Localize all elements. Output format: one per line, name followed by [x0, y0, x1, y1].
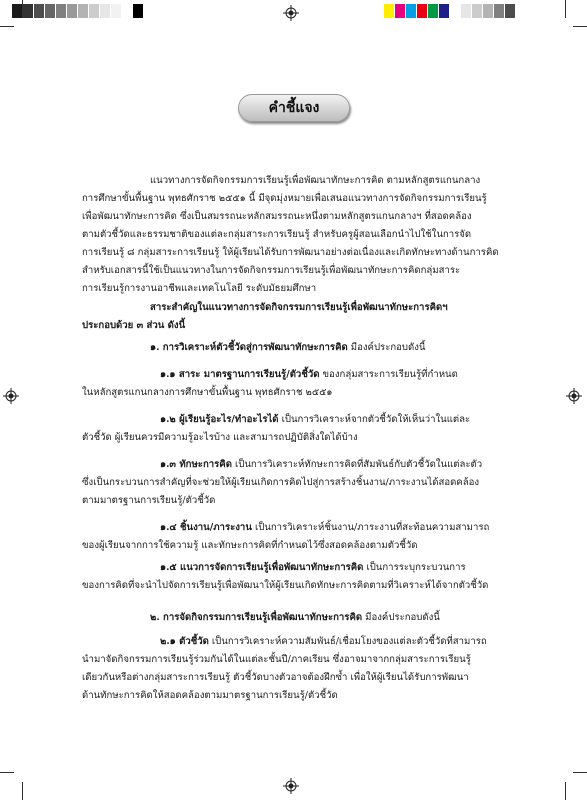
registration-mark-icon — [566, 388, 582, 404]
item-1-1: ๑.๑ สาระ มาตรฐานการเรียนรู้/ตัวชี้วัด ของกลุ่มสาระการเรียนรู้ที่กำหนด — [160, 369, 458, 380]
item-2-1-cont: นำมาจัดกิจกรรมการเรียนรู้ร่วมกันได้ในแต่ละชั้นปี/ภาคเรียน ซึ่งอาจมาจากกลุ่มสาระการเรียนรู้ — [82, 654, 471, 665]
item-1-4: ๑.๔ ชิ้นงาน/ภาระงาน เป็นการวิเคราะห์ชิ้นงาน/ภาระงานที่สะท้อนความสามารถ — [160, 522, 490, 533]
page-title: คำชี้แจง — [238, 94, 350, 122]
item-1-2: ๑.๒ ผู้เรียนรู้อะไร/ทำอะไรได้ เป็นการวิเคราะห์จากตัวชี้วัดให้เห็นว่าในแต่ละ — [160, 414, 471, 425]
registration-mark-icon — [283, 5, 299, 21]
crop-mark — [22, 782, 23, 800]
color-swatch — [111, 4, 122, 18]
color-swatch — [45, 4, 56, 18]
color-swatch — [461, 4, 472, 18]
intro-line: ตามตัวชี้วัดและธรรมชาติของแต่ละกลุ่มสาระการเรียนรู้ สำหรับครูผู้สอนเลือกนำไปใช้ในการจัด — [82, 229, 472, 240]
item-2-1-cont: ด้านทักษะการคิดให้สอดคล้องตามมาตรฐานการเรียนรู้/ตัวชี้วัด — [82, 690, 338, 701]
color-swatch — [78, 4, 89, 18]
color-swatch — [483, 4, 494, 18]
item-1-3-cont: ตามมาตรฐานการเรียนรู้/ตัวชี้วัด — [82, 495, 216, 506]
color-swatch — [122, 4, 133, 18]
color-swatch — [56, 4, 67, 18]
color-swatch — [23, 4, 34, 18]
item-2-1-cont: เดียวกันหรือต่างกลุ่มสาระการเรียนรู้ ตัวชี้วัดบางตัวอาจต้องฝึกซ้ำ เพื่อให้ผู้เรียนได้รับการพัฒนา — [82, 672, 469, 683]
item-1-4-cont: ของผู้เรียนจากการใช้ความรู้ และทักษะการคิดที่กำหนดไว้ซึ่งสอดคล้องตามตัวชี้วัด — [82, 540, 418, 551]
section-2-heading: ๒. การจัดกิจกรรมการเรียนรู้เพื่อพัฒนาทักษะการคิด มีองค์ประกอบดังนี้ — [150, 612, 440, 623]
intro-line: เพื่อพัฒนาทักษะการคิด ซึ่งเป็นสมรรถนะหลักสมรรถนะหนึ่งตามหลักสูตรแกนกลางฯ ที่สอดคล้อง — [82, 211, 472, 222]
registration-mark-icon — [3, 388, 19, 404]
crop-mark — [573, 772, 587, 773]
item-1-3: ๑.๓ ทักษะการคิด เป็นการวิเคราะห์ทักษะการคิดที่สัมพันธ์กับตัวชี้วัดในแต่ละตัว — [160, 459, 483, 470]
print-color-bar-right — [384, 4, 516, 18]
color-swatch — [67, 4, 78, 18]
registration-mark-icon — [283, 778, 299, 794]
intro-line: การศึกษาขั้นพื้นฐาน พุทธศักราช ๒๕๕๑ นี้ มีจุดมุ่งหมายเพื่อเสนอแนวทางการจัดกิจกรรมการเรียนรู้ — [82, 193, 487, 204]
item-1-3-cont: ซึ่งเป็นกระบวนการสำคัญที่จะช่วยให้ผู้เรียนเกิดการคิดไปสู่การสร้างชิ้นงาน/ภาระงานได้สอดคล้อง — [82, 477, 480, 488]
section-1-heading: ๑. การวิเคราะห์ตัวชี้วัดสู่การพัฒนาทักษะการคิด มีองค์ประกอบดังนี้ — [150, 342, 426, 353]
color-swatch — [450, 4, 461, 18]
crop-mark — [0, 26, 14, 27]
crop-mark — [573, 26, 587, 27]
intro-line: การเรียนรู้ ๘ กลุ่มสาระการเรียนรู้ ให้ผู้เรียนได้รับการพัฒนาอย่างต่อเนื่องและเกิดทักษะทางด้านการคิด — [82, 247, 499, 258]
color-swatch — [472, 4, 483, 18]
crop-mark — [22, 0, 23, 18]
color-swatch — [100, 4, 111, 18]
color-swatch — [89, 4, 100, 18]
print-color-bar-left — [12, 4, 144, 18]
summary-line: สาระสำคัญในแนวทางการจัดกิจกรรมการเรียนรู้เพื่อพัฒนาทักษะการคิดฯ — [150, 302, 448, 313]
item-1-2-cont: ตัวชี้วัด ผู้เรียนควรมีความรู้อะไรบ้าง และสามารถปฏิบัติสิ่งใดได้บ้าง — [82, 432, 358, 443]
color-swatch — [384, 4, 395, 18]
color-swatch — [34, 4, 45, 18]
item-2-1: ๒.๑ ตัวชี้วัด เป็นการวิเคราะห์ความสัมพันธ์/เชื่อมโยงของแต่ละตัวชี้วัดที่สามารถ — [160, 636, 487, 647]
color-swatch — [395, 4, 406, 18]
crop-mark — [565, 782, 566, 800]
color-swatch — [428, 4, 439, 18]
item-1-5-cont: ของการคิดที่จะนำไปจัดการเรียนรู้เพื่อพัฒนาให้ผู้เรียนเกิดทักษะการคิดตามที่วิเคราะห์ได้จากตัวชี้วัด — [82, 580, 489, 591]
color-swatch — [406, 4, 417, 18]
intro-line: แนวทางการจัดกิจกรรมการเรียนรู้เพื่อพัฒนาทักษะการคิด ตามหลักสูตรแกนกลาง — [150, 175, 481, 186]
color-swatch — [494, 4, 505, 18]
crop-mark — [0, 772, 14, 773]
color-swatch — [133, 4, 144, 18]
color-swatch — [417, 4, 428, 18]
intro-line: การเรียนรู้การงานอาชีพและเทคโนโลยี ระดับมัธยมศึกษา — [82, 283, 317, 294]
item-1-1-cont: ในหลักสูตรแกนกลางการศึกษาขั้นพื้นฐาน พุทธศักราช ๒๕๕๑ — [82, 387, 333, 398]
summary-line: ประกอบด้วย ๓ ส่วน ดังนี้ — [82, 320, 186, 331]
color-swatch — [505, 4, 516, 18]
intro-line: สำหรับเอกสารนี้ใช้เป็นแนวทางในการจัดกิจกรรมการเรียนรู้เพื่อพัฒนาทักษะการคิดกลุ่มสาระ — [82, 265, 461, 276]
crop-mark — [565, 0, 566, 18]
item-1-5: ๑.๕ แนวการจัดการเรียนรู้เพื่อพัฒนาทักษะการคิด เป็นการระบุกระบวนการ — [160, 562, 466, 573]
color-swatch — [439, 4, 450, 18]
